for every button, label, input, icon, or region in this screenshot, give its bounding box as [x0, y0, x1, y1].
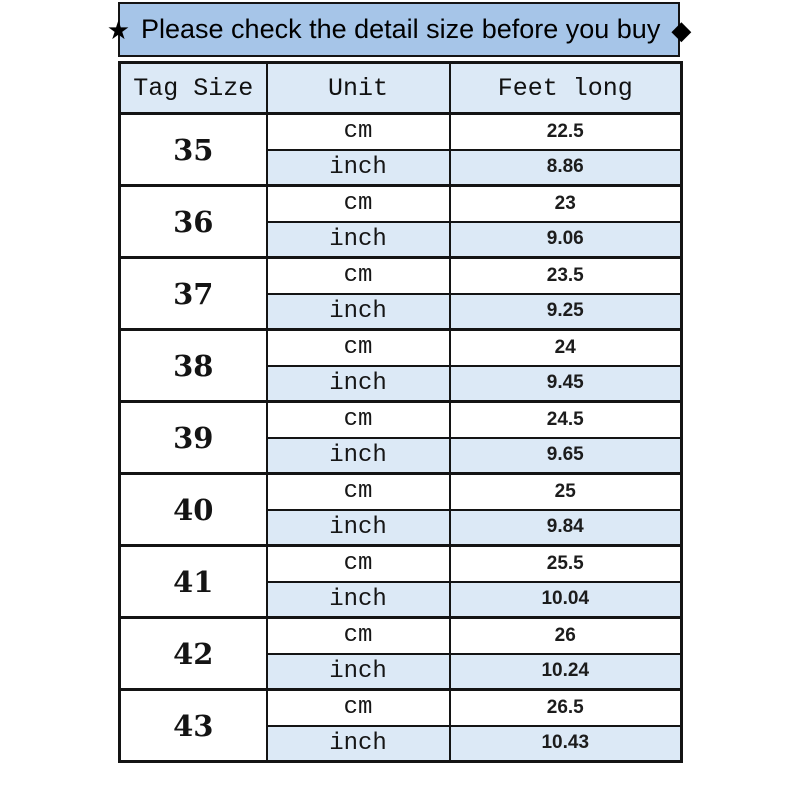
tag-size-cell: 42: [120, 618, 267, 690]
diamond-icon: ◆: [671, 14, 692, 45]
unit-inch-label: inch: [267, 654, 450, 690]
table-row-cm: [120, 402, 682, 438]
unit-inch-label: inch: [267, 222, 450, 258]
tag-size-cell: 38: [120, 330, 267, 402]
cm-value: 26: [450, 618, 682, 654]
cm-value: 23.5: [450, 258, 682, 294]
unit-cm-label: cm: [267, 618, 450, 654]
table-row-cm: [120, 618, 682, 654]
table-row-cm: [120, 546, 682, 582]
cm-value: 23: [450, 186, 682, 222]
unit-cm-label: cm: [267, 258, 450, 294]
inch-value: 9.65: [450, 438, 682, 474]
unit-cm-label: cm: [267, 546, 450, 582]
star-icon: ★: [106, 14, 130, 45]
tag-size-cell: 43: [120, 690, 267, 762]
tag-size-cell: 35: [120, 114, 267, 186]
cm-value: 25.5: [450, 546, 682, 582]
unit-cm-label: cm: [267, 114, 450, 150]
size-table: [118, 61, 683, 763]
size-chart: [106, 2, 692, 763]
cm-value: 24: [450, 330, 682, 366]
tag-size-cell: 41: [120, 546, 267, 618]
unit-inch-label: inch: [267, 438, 450, 474]
inch-value: 8.86: [450, 150, 682, 186]
unit-inch-label: inch: [267, 150, 450, 186]
table-row-cm: [120, 186, 682, 222]
unit-inch-label: inch: [267, 294, 450, 330]
header-row: [120, 63, 682, 114]
table-row-cm: [120, 258, 682, 294]
unit-cm-label: cm: [267, 402, 450, 438]
header-feet-long: Feet long: [450, 63, 682, 114]
inch-value: 9.06: [450, 222, 682, 258]
inch-value: 10.04: [450, 582, 682, 618]
unit-cm-label: cm: [267, 186, 450, 222]
cm-value: 22.5: [450, 114, 682, 150]
header-tag-size: Tag Size: [120, 63, 267, 114]
unit-cm-label: cm: [267, 690, 450, 726]
unit-inch-label: inch: [267, 510, 450, 546]
notice-banner-text: Please check the detail size before you buy: [141, 14, 661, 44]
tag-size-cell: 39: [120, 402, 267, 474]
tag-size-cell: 36: [120, 186, 267, 258]
unit-cm-label: cm: [267, 330, 450, 366]
table-row-cm: [120, 690, 682, 726]
inch-value: 10.43: [450, 726, 682, 762]
header-unit: Unit: [267, 63, 450, 114]
tag-size-cell: 40: [120, 474, 267, 546]
size-table-header: [120, 63, 682, 114]
notice-banner: [106, 2, 692, 57]
unit-inch-label: inch: [267, 726, 450, 762]
inch-value: 9.45: [450, 366, 682, 402]
cm-value: 24.5: [450, 402, 682, 438]
tag-size-cell: 37: [120, 258, 267, 330]
table-row-cm: [120, 330, 682, 366]
unit-inch-label: inch: [267, 366, 450, 402]
size-table-body: [120, 114, 682, 762]
inch-value: 10.24: [450, 654, 682, 690]
cm-value: 26.5: [450, 690, 682, 726]
inch-value: 9.84: [450, 510, 682, 546]
unit-cm-label: cm: [267, 474, 450, 510]
inch-value: 9.25: [450, 294, 682, 330]
table-row-cm: [120, 474, 682, 510]
cm-value: 25: [450, 474, 682, 510]
table-row-cm: [120, 114, 682, 150]
unit-inch-label: inch: [267, 582, 450, 618]
